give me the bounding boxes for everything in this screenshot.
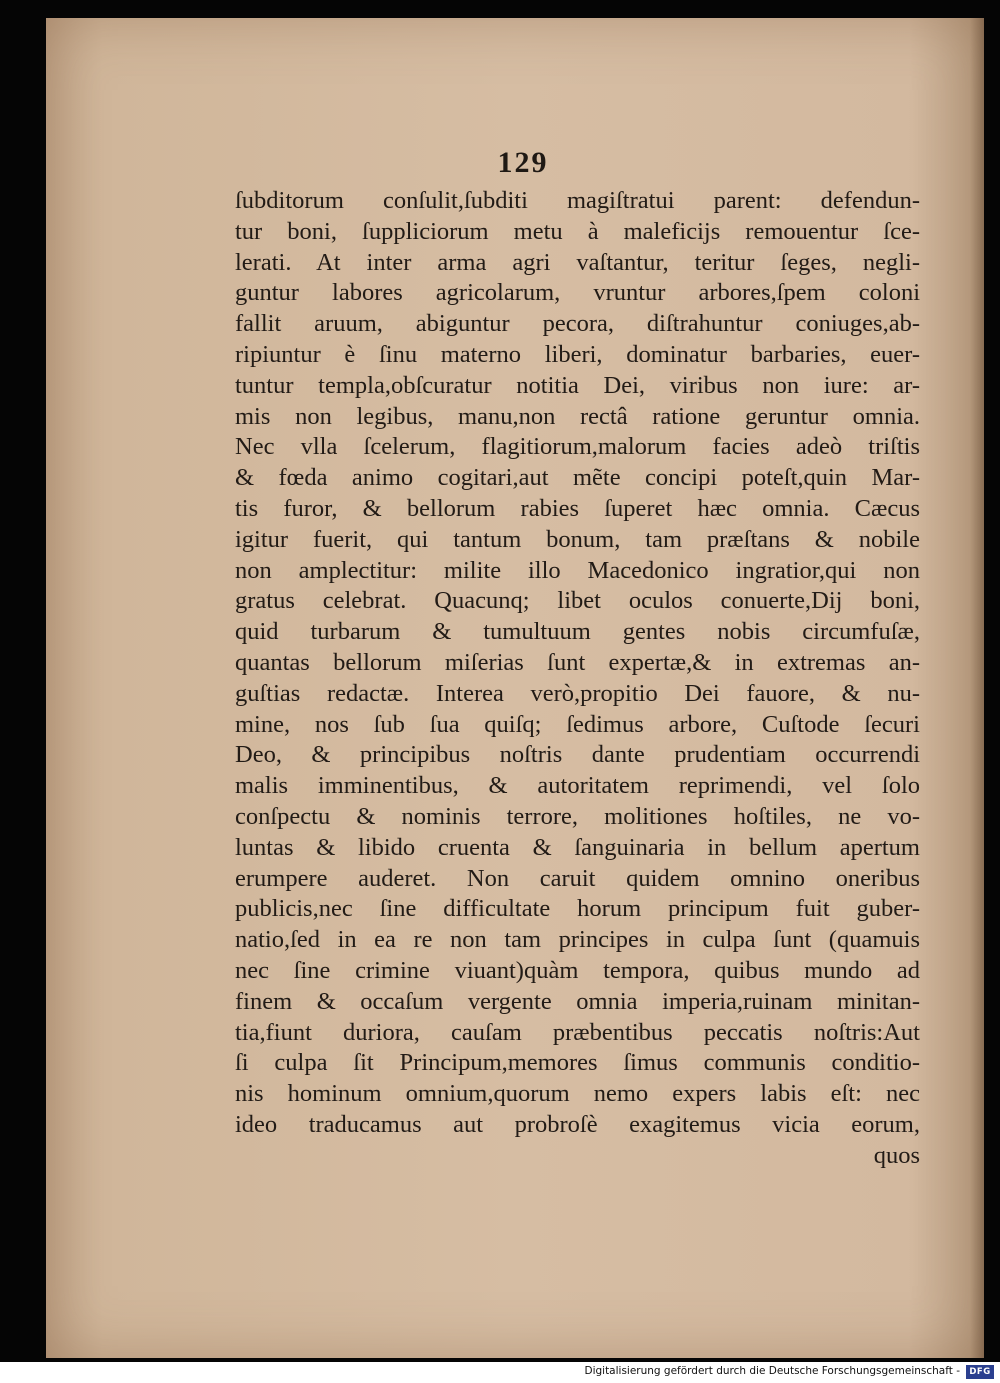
text-line: publicis,nec ſine difficultate horum principum fuit guber-	[235, 895, 920, 923]
text-line: quantas bellorum miſerias ſunt expertæ,& in extremas an-	[235, 648, 920, 676]
text-line: ideo traducamus aut probroſè exagitemus vicia eorum,	[235, 1110, 920, 1138]
text-line: non amplectitur: milite illo Macedonico ingratior,qui non	[235, 556, 920, 584]
page-number: 129	[497, 146, 549, 179]
text-line: igitur fuerit, qui tantum bonum, tam præſtans & nobile	[235, 525, 920, 553]
text-line: tur boni, ſuppliciorum metu à maleficijs remouentur ſce-	[235, 217, 920, 245]
body-text	[235, 186, 920, 1172]
text-line: mine, nos ſub ſua quiſq; ſedimus arbore, Cuſtode ſecuri	[235, 710, 920, 738]
text-line: erumpere auderet. Non caruit quidem omnino oneribus	[235, 864, 920, 892]
catchword: quos	[873, 1141, 920, 1169]
text-line: conſpectu & nominis terrore, molitiones hoſtiles, ne vo-	[235, 802, 920, 830]
text-line: tis furor, & bellorum rabies ſuperet hæc omnia. Cæcus	[235, 494, 920, 522]
page-edge-shadow	[970, 18, 984, 1358]
funding-credit: Digitalisierung gefördert durch die Deutsche Forschungsgemeinschaft -	[584, 1365, 960, 1377]
text-line: finem & occaſum vergente omnia imperia,ruinam minitan-	[235, 987, 920, 1015]
text-line: guſtias redactæ. Interea verò,propitio Dei fauore, & nu-	[235, 679, 920, 707]
text-line: Nec vlla ſcelerum, flagitiorum,malorum facies adeò triſtis	[235, 433, 920, 461]
text-line: tuntur templa,obſcuratur notitia Dei, viribus non iure: ar-	[235, 371, 920, 399]
text-line: malis imminentibus, & autoritatem reprimendi, vel ſolo	[235, 772, 920, 800]
text-line: natio,ſed in ea re non tam principes in culpa ſunt (quamuis	[235, 926, 920, 954]
text-line: ſubditorum conſulit,ſubditi magiſtratui parent: defendun-	[235, 187, 920, 214]
text-line: Deo, & principibus noſtris dante prudentiam occurrendi	[235, 741, 920, 769]
text-line: fallit aruum, abiguntur pecora, diſtrahuntur coniuges,ab-	[235, 310, 920, 338]
text-line: ſi culpa ſit Principum,memores ſimus communis conditio-	[235, 1049, 920, 1077]
text-line: nis hominum omnium,quorum nemo expers labis eſt: nec	[235, 1080, 920, 1108]
text-line: nec ſine crimine viuant)quàm tempora, quibus mundo ad	[235, 956, 920, 984]
text-line: lerati. At inter arma agri vaſtantur, teritur ſeges, negli-	[235, 248, 920, 276]
text-line: luntas & libido cruenta & ſanguinaria in bellum apertum	[235, 833, 920, 861]
text-line: & fœda animo cogitari,aut mẽte concipi poteſt,quin Mar-	[235, 464, 920, 492]
text-line: ripiuntur è ſinu materno liberi, dominatur barbaries, euer-	[235, 340, 920, 368]
footer-bar	[0, 1362, 1000, 1383]
dfg-logo: DFG	[966, 1365, 994, 1379]
text-line: gratus celebrat. Quacunq; libet oculos conuerte,Dij boni,	[235, 587, 920, 615]
book-page	[46, 18, 984, 1358]
text-line: mis non legibus, manu,non rectâ ratione geruntur omnia.	[235, 402, 920, 430]
text-line: tia,fiunt duriora, cauſam præbentibus peccatis noſtris:Aut	[235, 1018, 920, 1046]
text-line: guntur labores agricolarum, vruntur arbores,ſpem coloni	[235, 279, 920, 307]
text-line: quid turbarum & tumultuum gentes nobis circumfuſæ,	[235, 618, 920, 646]
